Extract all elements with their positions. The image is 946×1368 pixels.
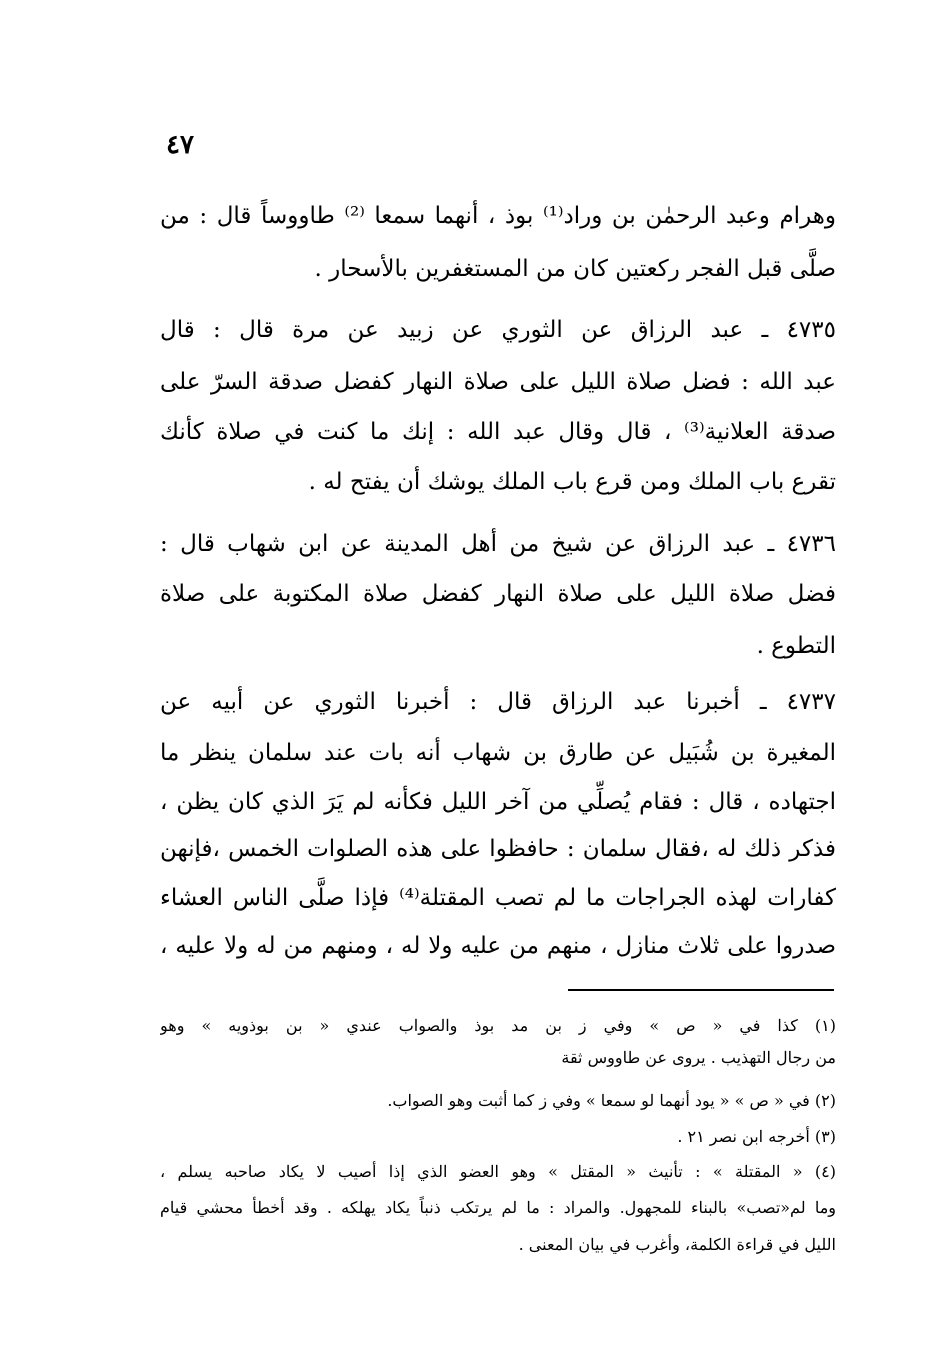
body-line: ٤٧٣٧ ـ أخبرنا عبد الرزاق قال : أخبرنا الثوري عن أبيه عن bbox=[160, 689, 836, 715]
body-line: كفارات لهذه الجراجات ما لم تصب المقتلة⁽⁴⁾ فإذا صلَّى الناس العشاء bbox=[160, 885, 836, 911]
body-line: تقرع باب الملك ومن قرع باب الملك يوشك أن يفتح له . bbox=[308, 469, 836, 495]
body-line: التطوع . bbox=[756, 633, 836, 659]
footnote-separator bbox=[568, 989, 834, 991]
footnote-line: (١) كذا في « ص » وفي ز بن مد بوذ والصواب عندي « بن بوذويه » وهو bbox=[160, 1016, 836, 1035]
page-number: ٤٧ bbox=[166, 130, 194, 160]
body-line: عبد الله : فضل صلاة الليل على صلاة النهار كفضل صدقة السرّ على bbox=[160, 369, 836, 395]
footnote-line: وما لم«تصب» بالبناء للمجهول. والمراد : ما لم يرتكب ذنباً يكاد يهلكه . وقد أخطأ محشي قيام bbox=[160, 1198, 836, 1217]
footnote-line: من رجال التهذيب . يروى عن طاووس ثقة bbox=[561, 1048, 836, 1067]
footnote-line: (٢) في « ص » « يود أنهما لو سمعا » وفي ز كما أثبت وهو الصواب. bbox=[387, 1091, 836, 1110]
body-line: المغيرة بن شُبَيل عن طارق بن شهاب أنه بات عند سلمان ينظر ما bbox=[160, 740, 836, 766]
body-line: فذكر ذلك له ،فقال سلمان : حافظوا على هذه الصلوات الخمس ،فإنهن bbox=[160, 836, 836, 862]
body-line: صدقة العلانية⁽³⁾ ، قال وقال عبد الله : إنك ما كنت في صلاة كأنك bbox=[160, 419, 836, 445]
body-line: صدروا على ثلاث منازل ، منهم من عليه ولا له ، ومنهم من له ولا عليه ، bbox=[160, 933, 836, 959]
footnote-line: الليل في قراءة الكلمة، وأغرب في بيان المعنى . bbox=[518, 1235, 836, 1254]
body-line: ٤٧٣٥ ـ عبد الرزاق عن الثوري عن زبيد عن مرة قال : قال bbox=[160, 317, 836, 343]
body-line: اجتهاده ، قال : فقام يُصلِّي من آخر الليل فكأنه لم يَرَ الذي كان يظن ، bbox=[160, 789, 836, 815]
body-line: وهرام وعبد الرحمٰن بن وراد⁽¹⁾ بوذ ، أنهما سمعا ⁽²⁾ طاووساً قال : من bbox=[160, 203, 836, 229]
body-line: صلَّى قبل الفجر ركعتين كان من المستغفرين بالأسحار . bbox=[314, 256, 836, 282]
body-line: فضل صلاة الليل على صلاة النهار كفضل صلاة المكتوبة على صلاة bbox=[160, 581, 836, 607]
footnote-line: (٣) أخرجه ابن نصر ٢١ . bbox=[677, 1127, 836, 1146]
footnote-line: (٤) « المقتلة » : تأنيث « المقتل » وهو العضو الذي إذا أصيب لا يكاد صاحبه يسلم ، bbox=[160, 1162, 836, 1181]
body-line: ٤٧٣٦ ـ عبد الرزاق عن شيخ من أهل المدينة عن ابن شهاب قال : bbox=[160, 531, 836, 557]
